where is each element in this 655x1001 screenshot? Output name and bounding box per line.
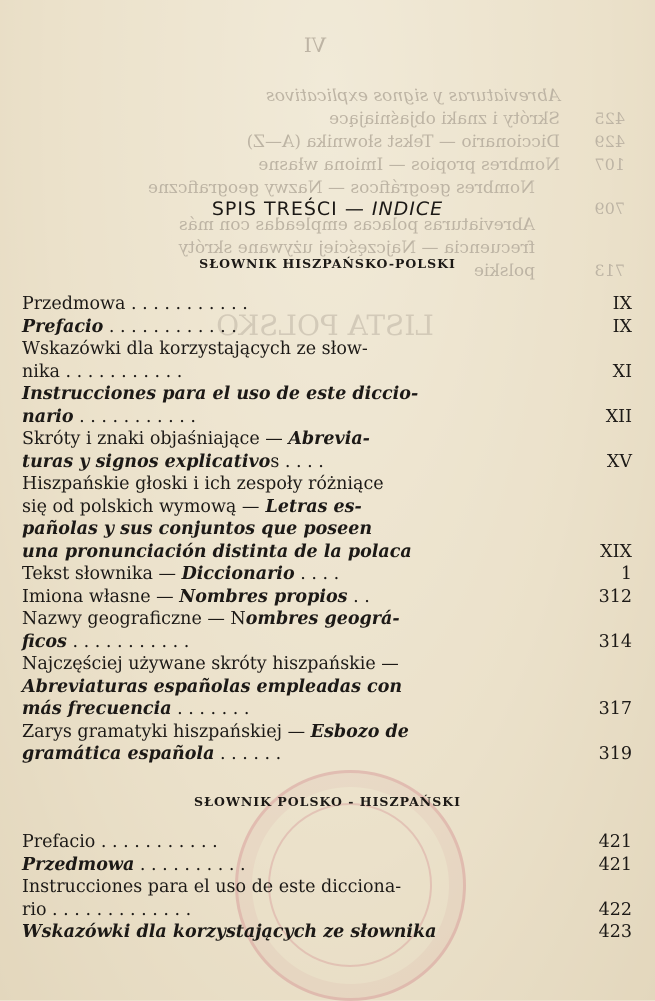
toc-entry <box>22 293 632 316</box>
toc-entry-line: turas y signos explicativos . . . . <box>22 451 324 472</box>
bleed-page-number: 713 <box>594 261 625 280</box>
toc-entry-line: rio . . . . . . . . . . . . . <box>22 899 192 920</box>
bleed-big-word: LISTA POLSKO <box>216 309 434 342</box>
toc-entry <box>22 563 632 586</box>
toc-page-number: 312 <box>598 586 632 607</box>
bleed-page-number: 429 <box>594 132 625 151</box>
toc-entry-line: una pronunciación distinta de la polaca <box>22 541 412 562</box>
toc-entry <box>22 316 632 339</box>
toc-entry-line: Najczęściej używane skróty hiszpańskie — <box>22 654 399 674</box>
toc-entry-line: Tekst słownika — Diccionario . . . . <box>22 564 340 584</box>
bleed-line: Abreviaturas polacas empleadas con más <box>178 215 535 235</box>
toc-entry <box>22 338 632 383</box>
page-title <box>0 198 655 220</box>
toc-page-number: 421 <box>598 854 632 875</box>
toc-entry <box>22 653 632 721</box>
toc-entry <box>22 608 632 653</box>
toc-page-number: 314 <box>598 631 632 652</box>
toc-entry-line: más frecuencia . . . . . . . <box>22 699 250 719</box>
bleed-page-number: 709 <box>594 199 625 218</box>
section-heading-polish-spanish: SŁOWNIK POLSKO - HISZPAŃSKI <box>194 794 461 809</box>
toc-entry-line: Wskazówki dla korzystających ze słow- <box>22 339 368 359</box>
toc-section-polish-spanish <box>22 831 632 944</box>
toc-entry-line: Prefacio . . . . . . . . . . . . <box>22 316 237 337</box>
bleed-line: Skróty i znaki objaśniające <box>329 109 560 129</box>
toc-entry-line: się od polskich wymową — Letras es- <box>22 496 362 517</box>
toc-entry <box>22 586 632 609</box>
toc-entry <box>22 831 632 854</box>
toc-entry-line: Przedmowa . . . . . . . . . . <box>22 854 246 875</box>
bleed-line: Nombres propios — Imiona własne <box>258 155 560 175</box>
toc-page-number: XIX <box>600 541 632 562</box>
toc-page-number: XI <box>612 361 632 382</box>
bleed-page-number: 425 <box>594 109 625 128</box>
toc-entry <box>22 854 632 877</box>
bleed-line: frecuencia — Najczęściej używane skróty <box>178 238 535 258</box>
toc-section-spanish-polish <box>22 293 632 766</box>
bleed-page-number: 107 <box>594 155 625 174</box>
toc-entry <box>22 876 632 921</box>
bleed-header: VI <box>303 33 327 57</box>
toc-entry-line: Abreviaturas españolas empleadas con <box>22 676 403 697</box>
toc-entry-line: Instrucciones para el uso de este dicciona- <box>22 877 402 897</box>
toc-entry-line: Nazwy geograficzne — Nombres geográ- <box>22 609 400 629</box>
bleed-line: Diccionario — Tekst słownika (A—Z) <box>246 132 560 152</box>
toc-entry-line: Wskazówki dla korzystających ze słownika <box>22 922 437 942</box>
toc-page-number: IX <box>612 294 632 314</box>
toc-page-number: 423 <box>598 922 632 942</box>
toc-page-number: IX <box>612 316 632 337</box>
toc-entry <box>22 921 632 944</box>
toc-entry-line: pañolas y sus conjuntos que poseen <box>22 519 373 539</box>
toc-entry-line: Imiona własne — Nombres propios . . <box>22 586 370 607</box>
toc-page-number: XII <box>605 406 632 427</box>
bleed-line: polskie <box>473 261 535 281</box>
toc-entry <box>22 383 632 428</box>
title-main: SPIS TREŚCI — <box>211 198 372 220</box>
toc-page-number: 1 <box>620 564 632 584</box>
toc-entry-line: nario . . . . . . . . . . . <box>22 406 196 427</box>
toc-entry-line: nika . . . . . . . . . . . <box>22 361 183 382</box>
toc-page-number: 421 <box>598 832 632 852</box>
toc-entry <box>22 473 632 563</box>
toc-entry <box>22 428 632 473</box>
toc-entry-line: Instrucciones para el uso de este diccio- <box>22 384 419 404</box>
toc-entry-line: Prefacio . . . . . . . . . . . <box>22 832 218 852</box>
toc-page-number: 317 <box>598 699 632 719</box>
toc-page-number: 319 <box>598 744 632 764</box>
bleed-line: Abreviaturas y signos explicativos <box>266 86 560 106</box>
toc-entry-line: Przedmowa . . . . . . . . . . . <box>22 294 248 314</box>
toc-entry-line: Hiszpańskie głoski i ich zespoły różniące <box>22 474 384 494</box>
title-italic: INDICE <box>371 198 444 220</box>
section-heading-spanish-polish: SŁOWNIK HISZPAŃSKO-POLSKI <box>199 256 456 271</box>
bleed-line: Nombres geográficos — Nazwy geograficzne <box>147 178 535 198</box>
toc-entry-line: Zarys gramatyki hiszpańskiej — Esbozo de <box>22 721 409 742</box>
toc-page-number: XV <box>606 451 632 472</box>
toc-entry <box>22 721 632 766</box>
toc-page-number: 422 <box>598 899 632 920</box>
toc-entry-line: gramática española . . . . . . <box>22 744 282 764</box>
toc-entry-line: ficos . . . . . . . . . . . <box>22 631 190 652</box>
toc-entry-line: Skróty i znaki objaśniające — Abrevia- <box>22 429 370 449</box>
